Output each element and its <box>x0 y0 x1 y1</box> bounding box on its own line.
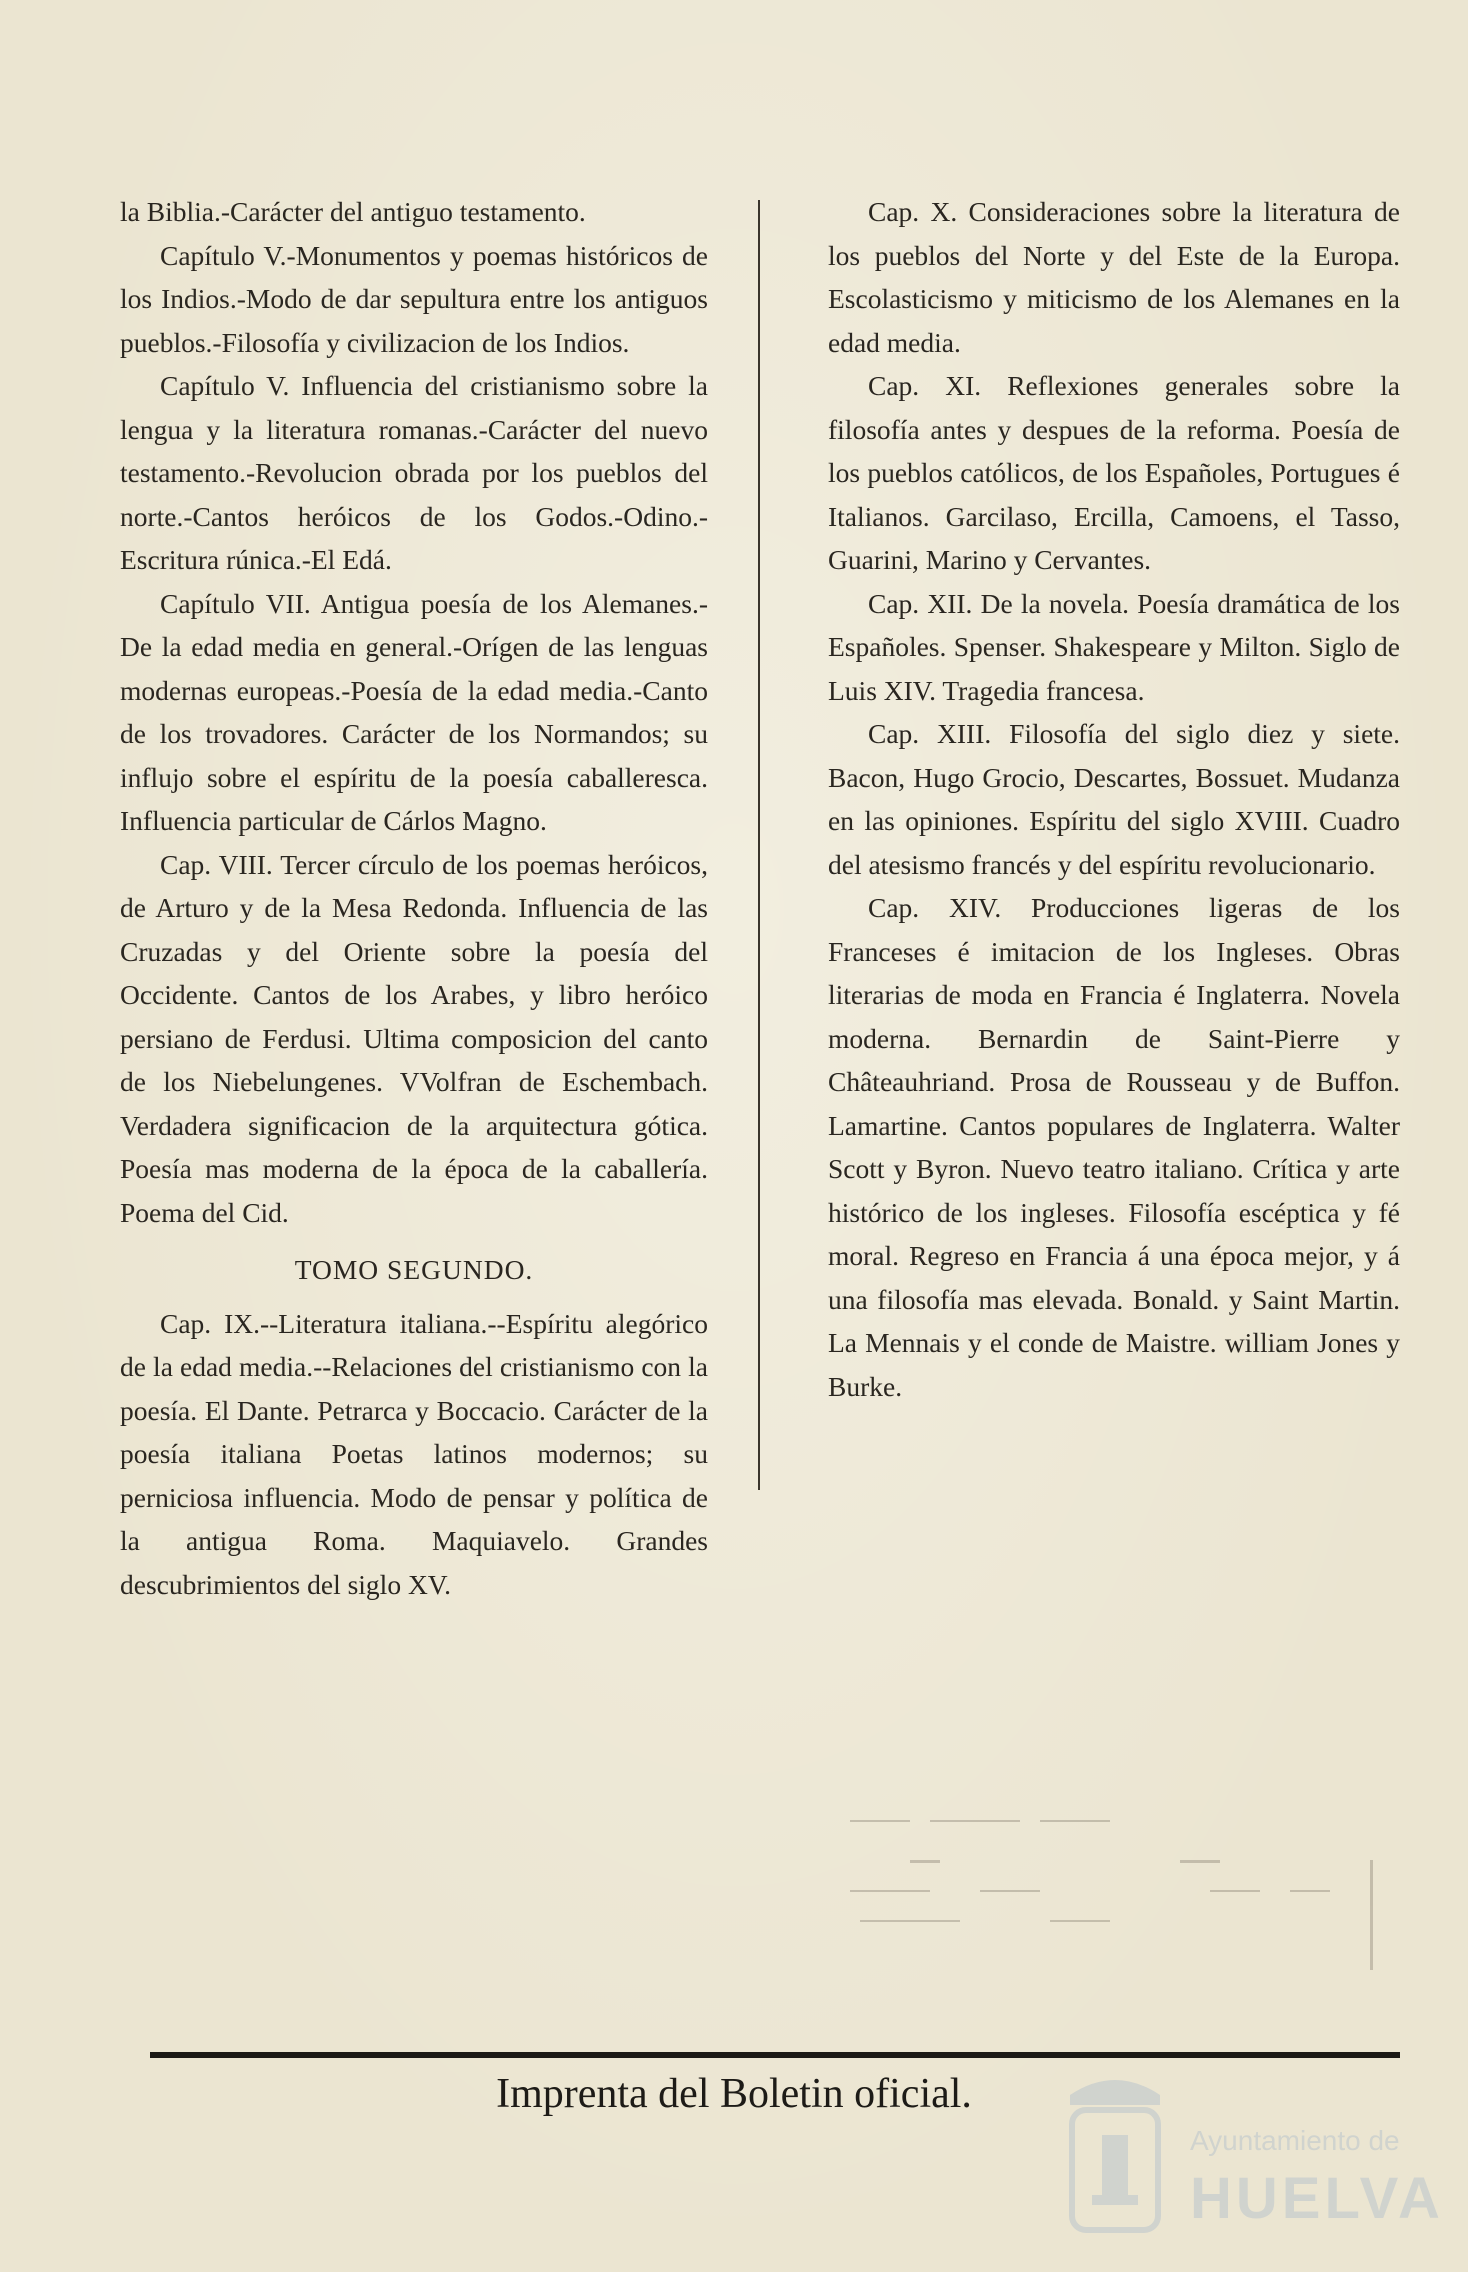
paragraph: Capítulo VII. Antigua poesía de los Alemanes.-De la edad media en general.-Orígen de las lenguas modernas europeas.-Poesía de la edad media.-Canto de los trovadores. Carácter de los Normandos; su influjo sobre el espíritu de la poesía caballeresca. Influencia particular de Cárlos Magno. <box>120 587 708 836</box>
volume-heading: TOMO SEGUNDO. <box>294 1254 534 1285</box>
paragraph: Cap. VIII. Tercer círculo de los poemas heróicos, de Arturo y de la Mesa Redonda. Influencia de las Cruzadas y del Oriente sobre la poesía del Occidente. Cantos de los Arabes, y libro heróico persiano de Ferdusi. Ultima composicion del canto de los Niebelungenes. VVolfran de Eschembach. Verdadera significacion de la arquitectura gótica. Poesía mas moderna de la época de la caballería. Poema del Cid. <box>120 848 708 1228</box>
paragraph: Capítulo V.-Monumentos y poemas históricos de los Indios.-Modo de dar sepultura entre los antiguos pueblos.-Filosofía y civilizacion de los Indios. <box>120 239 708 358</box>
right-column <box>828 190 1400 1408</box>
imprint-line: Imprenta del Boletin oficial. <box>496 2071 972 2117</box>
paragraph: Cap. XII. De la novela. Poesía dramática de los Españoles. Spenser. Shakespeare y Milton. Siglo de Luis XIV. Tragedia francesa. <box>828 587 1400 706</box>
paragraph: Cap. XI. Reflexiones generales sobre la filosofía antes y despues de la reforma. Poesía de los pueblos católicos, de los Españoles, Portugues é Italianos. Garcilaso, Ercilla, Camoens, el Tasso, Guarini, Marino y Cervantes. <box>828 370 1400 575</box>
watermark <box>1050 2065 1444 2255</box>
watermark-line-1: Ayuntamiento de <box>1190 2125 1400 2156</box>
paragraph: Cap. XIV. Producciones ligeras de los Franceses é imitacion de los Ingleses. Obras literarias de moda en Francia é Inglaterra. Novela moderna. Bernardin de Saint-Pierre y Châteauhriand. Prosa de Rousseau y de Buffon. Lamartine. Cantos populares de Inglaterra. Walter Scott y Byron. Nuevo teatro italiano. Crítica y arte histórico de los ingleses. Filosofía escéptica y fé moral. Regreso en Francia á una época mejor, y á una filosofía mas elevada. Bonald. y Saint Martin. La Mennais y el conde de Maistre. william Jones y Burke. <box>828 892 1400 1402</box>
watermark-line-2: HUELVA <box>1190 2166 1444 2231</box>
paragraph: la Biblia.-Carácter del antiguo testamento. <box>120 196 586 227</box>
paragraph: Cap. IX.--Literatura italiana.--Espíritu alegórico de la edad media.--Relaciones del cristianismo con la poesía. El Dante. Petrarca y Boccacio. Carácter de la poesía italiana Poetas latinos modernos; su perniciosa influencia. Modo de pensar y política de la antigua Roma. Maquiavelo. Grandes descubrimientos del siglo XV. <box>120 1307 708 1600</box>
column-divider <box>758 200 760 1490</box>
bleed-through-marks <box>830 1750 1400 2000</box>
left-column <box>120 190 708 1606</box>
paragraph: Cap. XIII. Filosofía del siglo diez y siete. Bacon, Hugo Grocio, Descartes, Bossuet. Mudanza en las opiniones. Espíritu del siglo XVIII. Cuadro del atesismo francés y del espíritu revolucionario. <box>828 718 1400 880</box>
paragraph: Capítulo V. Influencia del cristianismo sobre la lengua y la literatura romanas.-Carácter del nuevo testamento.-Revolucion obrada por los pueblos del norte.-Cantos heróicos de los Godos.-Odino.-Escritura rúnica.-El Edá. <box>120 370 708 575</box>
paragraph: Cap. X. Consideraciones sobre la literatura de los pueblos del Norte y del Este de la Europa. Escolasticismo y miticismo de los Alemanes en la edad media. <box>828 196 1400 358</box>
city-crest-icon <box>1060 2065 1170 2245</box>
footer-rule <box>150 2052 1400 2058</box>
